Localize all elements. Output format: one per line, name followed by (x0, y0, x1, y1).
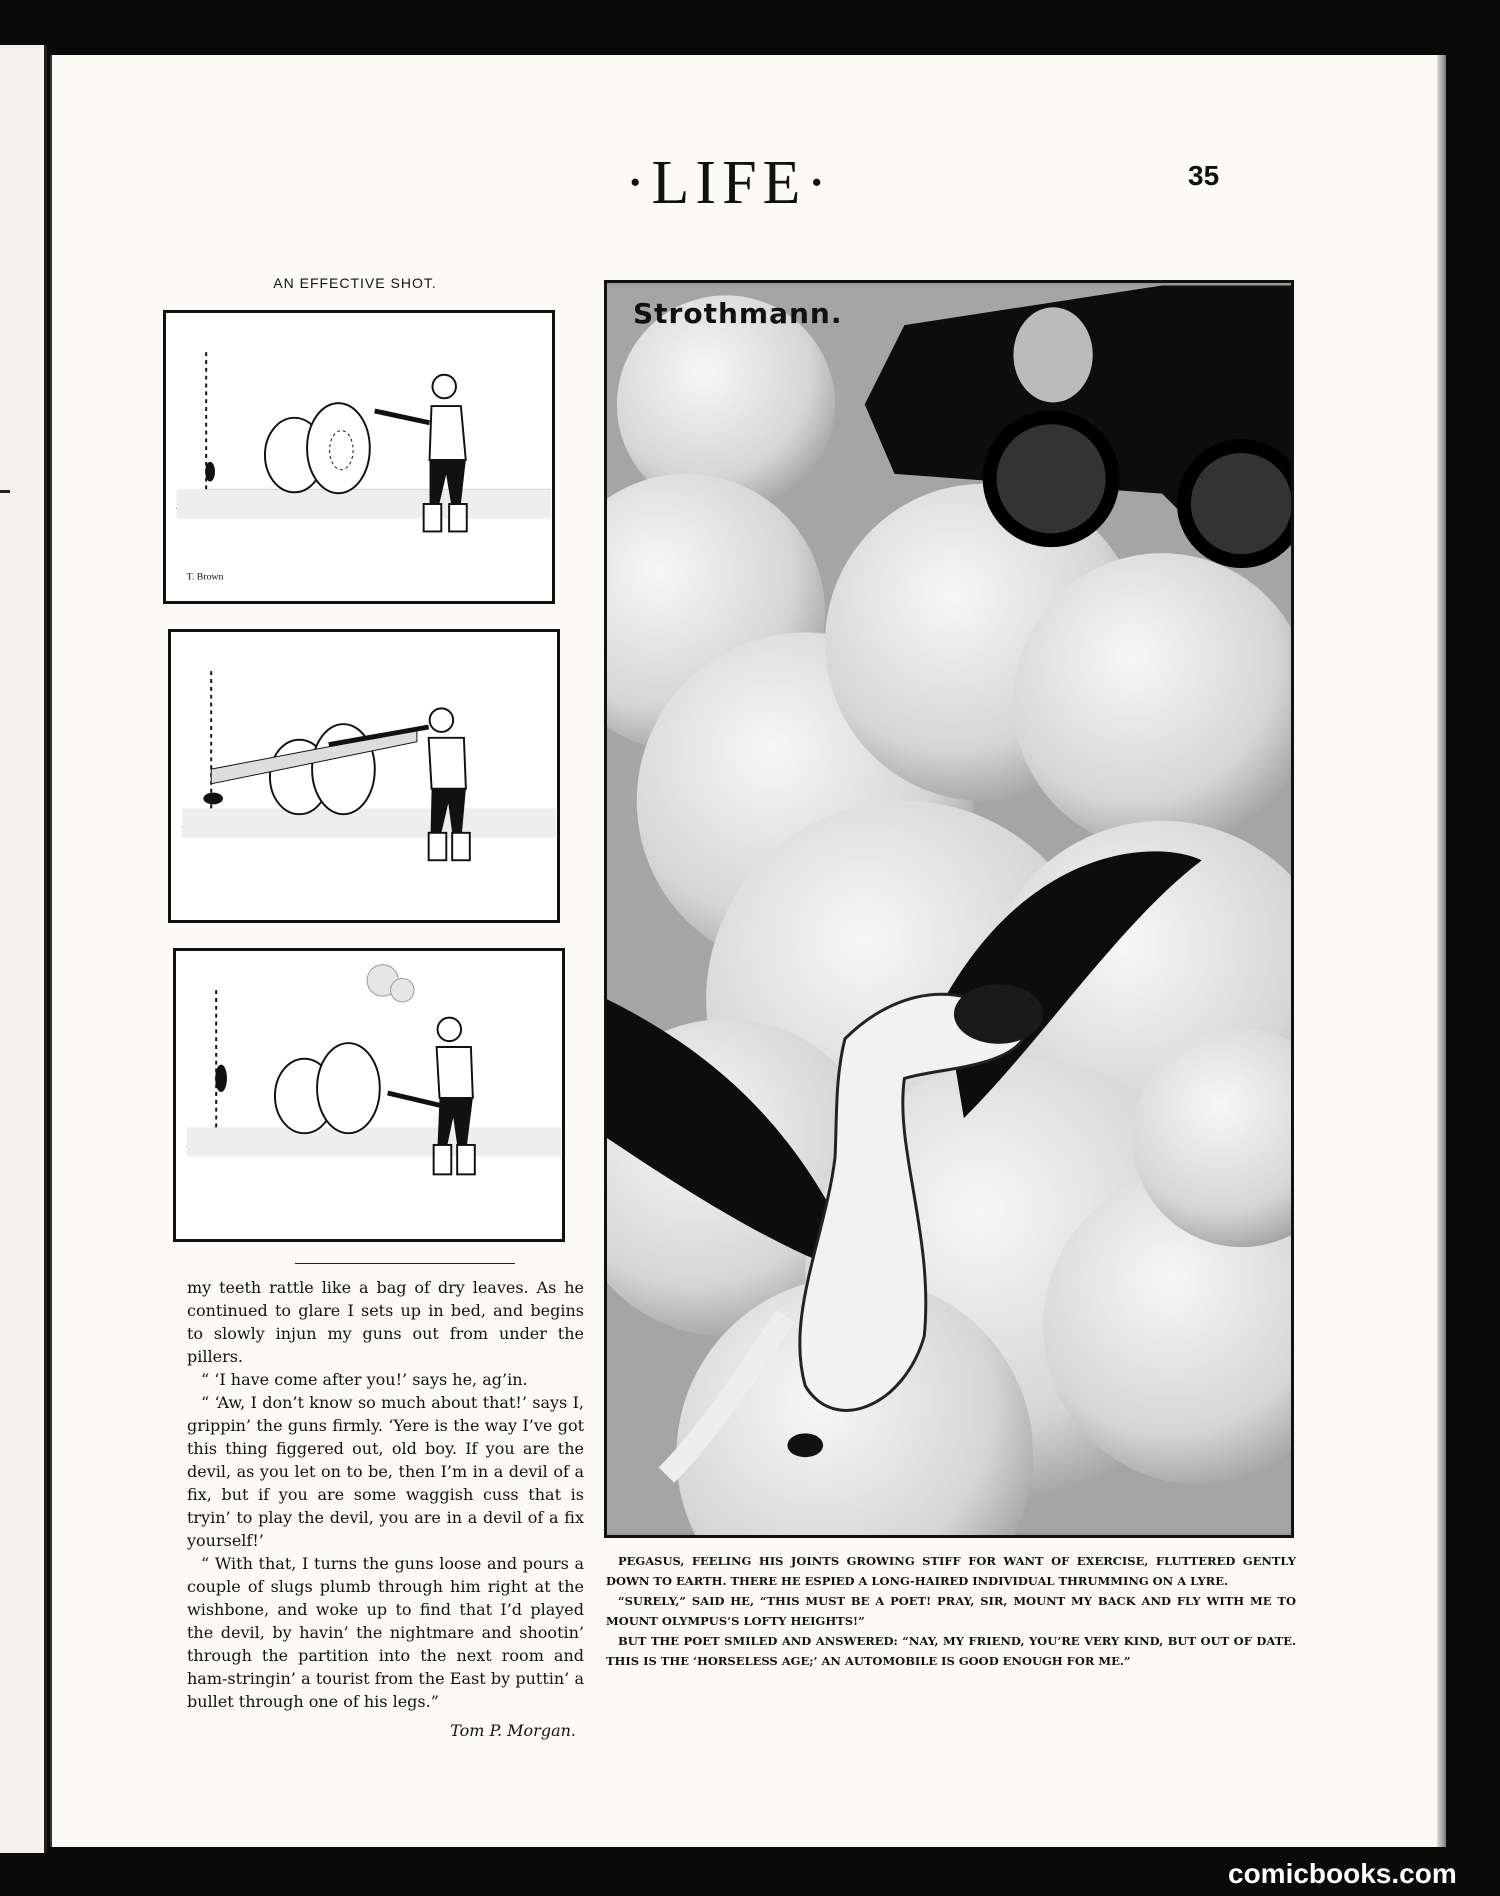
comic-panel-3 (173, 948, 565, 1242)
rat-figure (215, 1065, 227, 1092)
masthead-title: ·LIFE· (624, 149, 834, 217)
caption-paragraph: “SURELY,” SAID HE, “THIS MUST BE A POET! PRAY, SIR, MOUNT MY BACK AND FLY WITH ME TO MOUNT OLYMPUS’S LOFTY HEIGHTS!” (606, 1594, 1296, 1628)
story-text (187, 1276, 584, 1742)
strip-signature: T. Brown (186, 571, 224, 583)
story-paragraph: “ ‘Aw, I don’t know so much about that!’ says I, grippin’ the guns firmly. ‘Yere is the way I’ve got this thing figgered out, old boy. If you are the devil, as you let on to be, then I’m in a devil of a fix, but if you are some waggish cuss that is tryin’ to play the devil, you are in a devil of a fix yourself!’ (187, 1393, 584, 1550)
page-number: 35 (1188, 160, 1220, 191)
panel-1-drawing (166, 313, 552, 601)
caption-paragraph: BUT THE POET SMILED AND ANSWERED: “NAY, MY FRIEND, YOU’RE VERY KIND, BUT OUT OF DATE. THIS IS THE ‘HORSELESS AGE;’ AN AUTOMOBILE IS GOOD ENOUGH FOR ME.” (606, 1634, 1296, 1668)
section-divider (295, 1263, 515, 1264)
panel-3-drawing (176, 951, 562, 1239)
page-spine-shadow (1437, 55, 1445, 1847)
comic-panel-1 (163, 310, 555, 604)
story-author: Tom P. Morgan. (450, 1721, 576, 1740)
panel-2-drawing (171, 632, 557, 920)
caption-paragraph: PEGASUS, FEELING HIS JOINTS GROWING STIFF FOR WANT OF EXERCISE, FLUTTERED GENTLY DOWN TO EARTH. THERE HE ESPIED A LONG-HAIRED INDIVIDUAL THRUMMING ON A LYRE. (606, 1554, 1296, 1588)
rat-figure (205, 462, 215, 482)
illustration-drawing (607, 283, 1291, 1535)
story-paragraph: “ ‘I have come after you!’ says he, ag’in. (201, 1370, 528, 1389)
site-watermark: comicbooks.com (1228, 1858, 1457, 1889)
adjacent-page-edge (0, 45, 47, 1853)
page-mark (0, 490, 10, 493)
story-paragraph: “ With that, I turns the guns loose and pours a couple of slugs plumb through him right at the wishbone, and woke up to find that I’d played the devil, by havin’ the nightmare and shootin’ through the partition into the next room and ham-stringin’ a tourist from the East by puttin’ a bullet through one of his legs.” (187, 1554, 584, 1711)
artist-signature: Strothmann. (633, 297, 843, 330)
pegasus-illustration (604, 280, 1294, 1538)
hoof (787, 1433, 823, 1457)
comic-strip-title: AN EFFECTIVE SHOT. (273, 275, 437, 291)
story-paragraph: my teeth rattle like a bag of dry leaves. As he continued to glare I sets up in bed, and begins to slowly injun my guns out from under the pillers. (187, 1278, 584, 1366)
rat-figure (203, 793, 223, 805)
horse-muzzle (954, 984, 1043, 1043)
illustration-caption (606, 1551, 1296, 1671)
comic-panel-2 (168, 629, 560, 923)
driver-face (1013, 307, 1092, 402)
